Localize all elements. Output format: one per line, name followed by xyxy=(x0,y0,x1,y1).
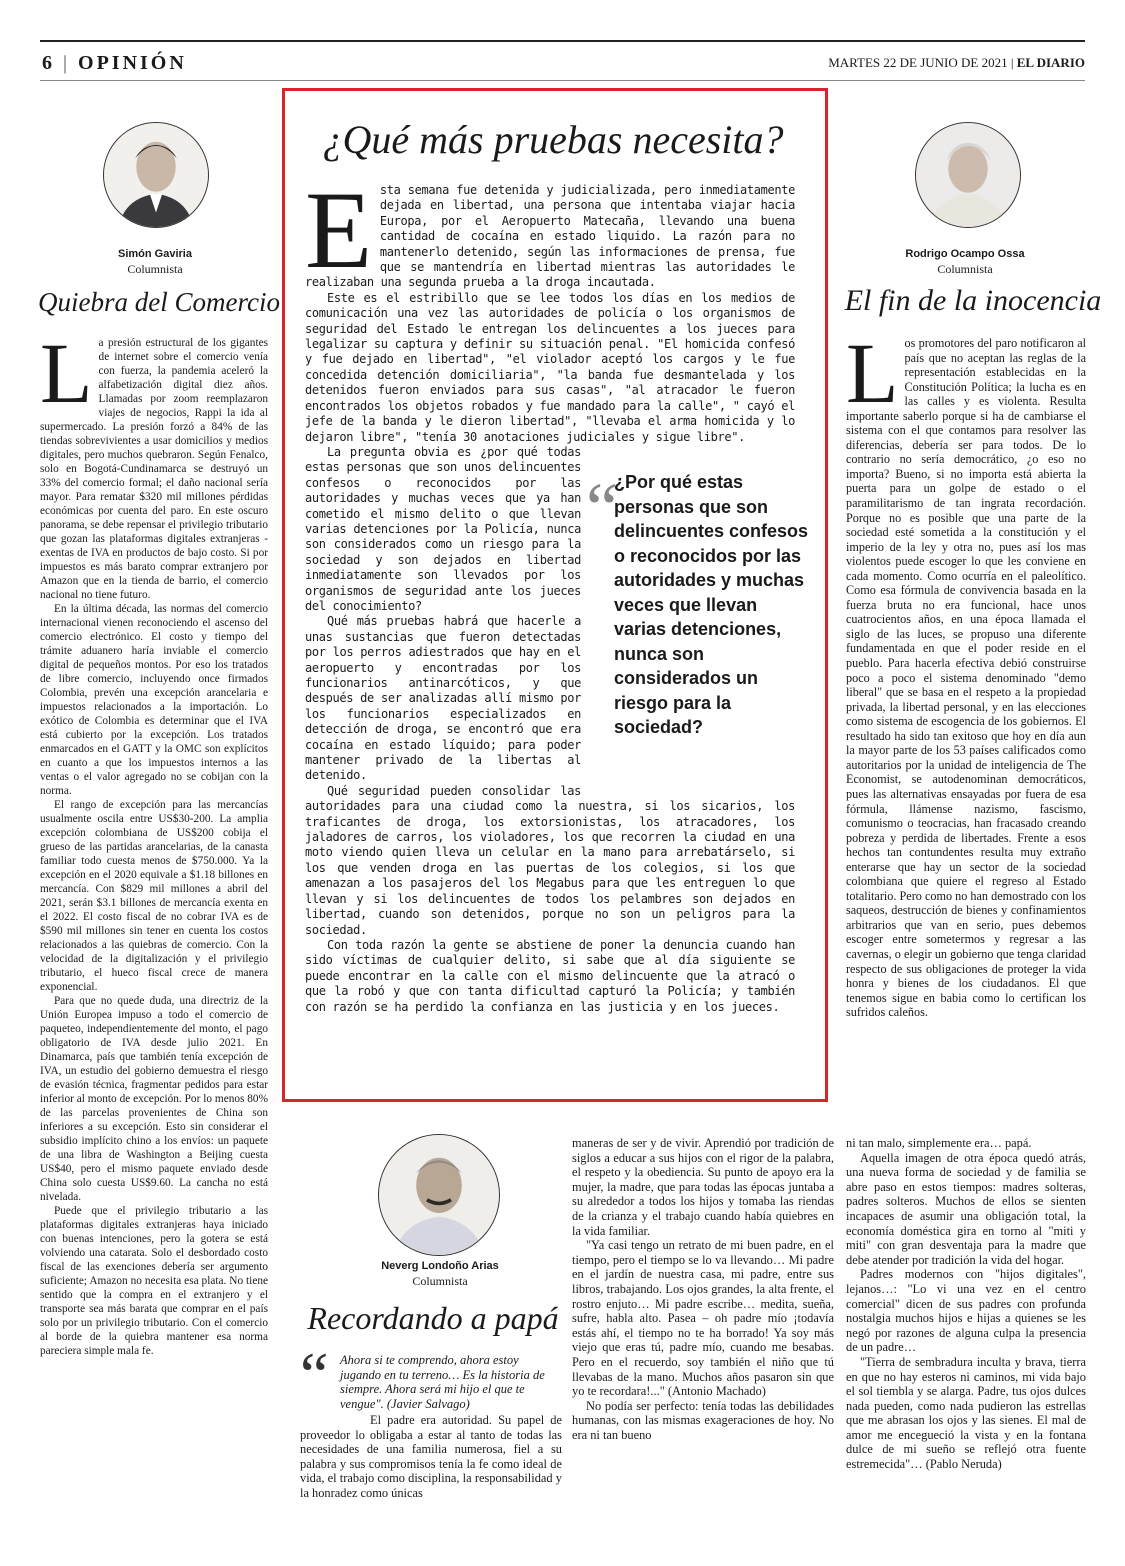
feature-title: ¿Qué más pruebas necesita? xyxy=(322,117,784,162)
article-title-bottom: Recordando a papá xyxy=(307,1300,559,1336)
column-body-right xyxy=(846,336,1086,1106)
masthead xyxy=(40,40,1085,81)
epigraph: Ahora si te comprendo, ahora estoy jugando en tu terreno… Es la historia de siempre. Ahora será mi hijo el que te vengue". (Javier Salvago) xyxy=(340,1353,545,1411)
drop-cap: E xyxy=(305,183,372,291)
author-role-bottom: Columnista xyxy=(412,1274,468,1288)
paper-name: EL DIARIO xyxy=(1016,55,1085,70)
bottom-column-2 xyxy=(572,1136,834,1546)
paragraph: "Tierra de sembradura inculta y brava, tierra en que no hay esteros ni caminos, mi vida bajo el sol tiembla y se alarga. Padre, tus ojos dulces nada pueden, como nada pudieron las estrellas que me abrasan los ojos y las sienes. El mal de amor me encegueció la vista y en la fontana dulce de mi sueño se reflejó otra fuente estremecida"… (Pablo Neruda) xyxy=(846,1354,1086,1472)
author-name-bottom: Neverg Londoño Arias xyxy=(381,1260,499,1272)
date-line: MARTES 22 DE JUNIO DE 2021 | EL DIARIO xyxy=(828,55,1085,70)
paragraph: Puede que el privilegio tributario a las plataformas digitales extranjeras haya iniciado con buenas intenciones, pero la gotera se está volviendo una catarata. Solo el desbordado costo fiscal de las exenciones debería ser argumento suficiente; Amazon no necesita esa plata. No tiene sentido que la compra en el extranjero y el transporte sea más barata que comprar en el país solo por un privilegio tributario. Con el comercio al borde de la quiebra mantener esa norma pareciera simple mala fe. xyxy=(40,1205,268,1357)
paragraph: Para que no quede duda, una directriz de la Unión Europea impuso a todo el comercio de paqueteo, independientemente del monto, el pago obligatorio de IVA desde julio 2021. En Dinamarca, país que también tenía excepción de IVA, un estudio del gobierno demuestra el riesgo de evasión técnica, fragmentar pedidos para estar inferior al monto de excepción. Por lo menos 80% de las parcelas provenientes de China son inferiores a su excepción. Esto sin considerar el subsidio implícito chino a los envíos: un paquete de una libra de Washington a Beijing cuesta US$40, pero el mismo paquete enviado desde China solo cuesta US$9.60. La cancha no está nivelada. xyxy=(40,995,268,1203)
bottom-column-1 xyxy=(300,1413,562,1543)
pull-quote: ¿Por qué estas personas que son delincuentes confesos o reconocidos por las autoridades y muchas veces que llevan varias detenciones, nunca son considerados un riesgo para la sociedad? xyxy=(614,472,809,737)
portrait-icon xyxy=(916,123,1020,227)
paragraph: ni tan malo, simplemente era… papá. xyxy=(846,1136,1032,1150)
drop-cap: L xyxy=(40,336,93,421)
publication-date: MARTES 22 DE JUNIO DE 2021 xyxy=(828,55,1008,70)
paragraph: La pregunta obvia es ¿por qué todas estas personas que son unos delincuentes confesos o reconocidos por las autoridades y muchas veces que ya han cometido el mismo delito o que llevan varias detenciones por la Policía, nunca son considerados como un riesgo para la sociedad y son dejados en libertad inmediatamente son llevados por los organismos de seguridad ante los jueces del conocimiento? xyxy=(305,444,581,613)
paragraph: Con toda razón la gente se abstiene de poner la denuncia cuando han sido víctimas de cualquier delito, si sabe que al día siguiente se puede encontrar en la calle con el mismo delincuente que la atracó o que la robó y que con tanta dificultad capturó la Policía; y también con razón se ha perdido la confianza en las justicia y en los jueces. xyxy=(305,937,795,1014)
column-body-left xyxy=(40,336,268,1536)
paragraph: En la última década, las normas del comercio internacional vienen reconociendo el ascenso del comercio electrónico. El costo y tiempo del trámite aduanero haría inviable el comercio digital de pequeños montos. Por eso los tratados de libre comercio, incluyendo once firmados Colombia, prevén una excepción arancelaria e impuestos relacionados a la importación. Lo exótico de Colombia es determinar que el IVA está cubierto por la excepción. Los tratados enmarcados en el GATT y la OMC son explícitos en cuanto a que los impuestos internos a las ventas o el valor agregado no se cobijan con la norma. xyxy=(40,603,268,797)
paragraph: Aquella imagen de otra época quedó atrás, una nueva forma de sociedad y de familia se abre paso en estos tiempos: madres solteras, padres solteros. Muchos de ellos se sienten incapaces de asumir una obligación total, la economía doméstica gira en torno al "miti y miti" con gran desventaja para la madre que debe atender por tradición la vida del hogar. xyxy=(846,1150,1086,1267)
paragraph: maneras de ser y de vivir. Aprendió por tradición de siglos a educar a sus hijos con el rigor de la palabra, el respeto y la obediencia. Su punto de apoyo era la mujer, la madre, que para todas las épocas juntaba a su alrededor a todos los hijos y tomaba las riendas de la crianza y el trabajo cuando había quiebres en la vida familiar. xyxy=(572,1136,834,1238)
column-title-right: El fin de la inocencia xyxy=(844,284,1102,317)
paragraph: Padres modernos con "hijos digitales", lejanos…: "Lo vi una vez en el centro comercial" dicen de sus padres con profunda nostalgia muchos hijos e hijas a quienes se les negó por razones de alguna culpa la presencia de un padre… xyxy=(846,1267,1086,1355)
section-name: OPINIÓN xyxy=(78,52,187,74)
column-title-left: Quiebra del Comercio xyxy=(38,287,280,317)
paragraph: "Ya casi tengo un retrato de mi buen padre, en el tiempo, pero el tiempo se lo va llevando… Mi padre en el jardín de nuestra casa, mi padre, entre sus libros, trabajando. Los ojos grandes, la alta frente, el rostro enjuto… Mi padre escribe… medita, sueña, sufre, habla alto. Pasea – oh padre mío ¡todavía estás ahí, el tiempo no te ha borrado! Ya soy más viejo que eras tú, padre mío, cuando me besabas. Pero en el recuerdo, soy también el niño que tú llevabas de la mano. Muchos años pasaron sin que yo te recordara!..." (Antonio Machado) xyxy=(572,1238,834,1399)
divider: | xyxy=(63,52,71,74)
quote-mark-icon: “ xyxy=(586,468,618,548)
author-name-left: Simón Gaviria xyxy=(118,248,192,260)
author-photo-right xyxy=(915,122,1021,228)
paragraph: El rango de excepción para las mercancías usualmente oscila entre US$30-200. La amplia excepción colombiana de US$200 cobija el grueso de las partidas arancelarias, de la canasta familiar todo cuesta menos de $750.000. Ya la excepción en el 2020 equivale a $1.18 billones en mercancía. Con $829 mil millones a abril del 2021, serán $3.1 billones de mercancía exenta en el 2022. El costo fiscal de no cobrar IVA es de $590 mil millones sin tener en cuenta los costos relacionados a las quiebras de comercio. Con la velocidad de la digitalización y el privilegio tributario, el hueco fiscal crece de manera exponencial. xyxy=(40,799,268,993)
paragraph: Los promotores del paro notificaron al país que no aceptan las reglas de la representación establecidas en la Constitución Política; la lucha es en las calles y es violenta. Resulta importante saberlo porque si ha de cambiarse el sistema con el que contamos para resolver las diferencias, debería ser para todos. De lo contrario no sería democrático, ¿o eso no importa? Bueno, si no importa está abierta la puerta para un golpe de estado o el paramilitarismo de tan ingrata recordación. Porque no es posible que una parte de la sociedad esté sometida a la constitución y el imperio de la ley y otra no, pues así los mas violentos puede escoger lo que les conviene en cada momento. Como ocurría en el paleolítico. Como esa fórmula de convivencia basada en la fuerza bruta no era funcional, hace unos cuatrocientos años, en una época llamada el siglo de las luces, se propuso una diferente fundamentada en que el poder reside en el pueblo. Para hacerla efectiva debió construirse poco a poco el sistema denominado "demo liberal" que se basa en el respeto a la propiedad privada, la libertad personal, y en las elecciones como sistema de escogencia de los gobiernos. El resultado ha sido tan exitoso que hoy en día aun la mayor parte de los 53 países calificados como autoritarios por la unidad de inteligencia de The Economist, se autodenominan democráticos, pues las alternativas ensayadas por fuera de esa fórmula, llámense nazismo, fascismo, comunismo o teocracias, han fracasado creando pobreza y perdida de libertades. Frente a esos hechos tan contundentes resulta muy extraño enterarse que hay un sector de la sociedad colombiana que quiere el regreso al Estado totalitario. Pero como no han demostrado con los saqueos, destrucción de bienes y confinamientos arbitrarios que van en serio, pues debemos escoger entre sometermos y regresar a las cavernas, o elegir un gobierno que tenga claridad respecto de sus obligaciones de proteger la vida honra y bienes de los ciudadanos. El que tenemos sigue en babia como lo certifican los sufridos caleños. xyxy=(846,336,1086,1020)
paragraph: El padre era autoridad. Su papel de proveedor lo obligaba a estar al tanto de todas las necesidades de una familia numerosa, fiel a su palabra y sus compromisos tenía la fe como ideal de vida, el trabajo como disciplina, la responsabilidad y la honradez como únicas xyxy=(300,1413,562,1500)
portrait-icon xyxy=(379,1135,499,1255)
author-role-right: Columnista xyxy=(937,262,993,276)
section-header xyxy=(42,52,187,75)
author-role-left: Columnista xyxy=(127,262,183,276)
bottom-column-3 xyxy=(846,1136,1086,1546)
author-photo-left xyxy=(103,122,209,228)
paragraph: Este es el estribillo que se lee todos los días en los medios de comunicación una vez las autoridades de policía o los organismos de seguridad del Estado le entregan los delincuentes a los jueces para legalizar su captura y definir su situación penal. "El homicida confesó y fue dejado en libertad", "el violador aceptó los cargos y le fue concedida detención domiciliaria", "la banda fue desmantelada y los detenidos fueron enviados para sus casas", "al atracador le fueron encontrados los objetos robados y fue mandado para la calle", " cayó el jefe de la banda y le dieron libertad", "llevaba el arma homicida y lo dejaron libre", "tenía 30 anotaciones judiciales y sigue libre". xyxy=(305,290,795,444)
author-name-right: Rodrigo Ocampo Ossa xyxy=(905,248,1025,260)
paragraph: Esta semana fue detenida y judicializada, pero inmediatamente dejada en libertad, una persona que intentaba viajar hacia Europa, por el Aeropuerto Matecaña, llevando una buena cantidad de cocaína en estado liquido. La razón para no mantenerlo detenido, según las informaciones de prensa, fue que se mantendría en libertad mientras las autoridades le realizaban una segunda prueba a la droga incautada. xyxy=(305,183,795,291)
portrait-icon xyxy=(104,123,208,227)
quote-mark-icon: “ xyxy=(300,1339,329,1410)
paragraph: Qué seguridad pueden consolidar las autoridades para una ciudad como la nuestra, si los sicarios, los traficantes de droga, los extorsionistas, los atracadores, los jaladores de carros, los violadores, los que recorren la ciudad en una moto viendo quien lleva un celular en la mano para arrebatárselo, si los que venden droga en las puertas de los colegios, si los que amenazan a los pasajeros del los Megabus para que les entreguen lo que llevan y si los delincuentes de todos los pelambres son dejados en libertad, cuando son detenidos, porque no son un peligros para la sociedad. xyxy=(305,783,795,937)
paragraph: No podía ser perfecto: tenía todas las debilidades humanas, con las mismas exageraciones de hoy. No era ni tan bueno xyxy=(572,1398,834,1442)
paragraph: La presión estructural de los gigantes de internet sobre el comercio venía con fuerza, la pandemia aceleró la alfabetización digital diez años. Llamadas por zoom reemplazaron viajes de negocios, Rappi la ida al supermercado. La presión forzó a 84% de las tiendas sobrevivientes a usar domicilios y medios digitales, pero muchos quebraron. Según Fenalco, solo en Bogotá-Cundinamarca se destruyó un 33% del comercio formal; el daño nacional sería mayor. Para rematar $320 mil millones pérdidas económicas por cuenta del paro. En este oscuro panorama, se debe repensar el privilegio tributario que gozan las plataformas digitales extranjeras -exentas de IVA en productos de bajo costo. Si por impuestos es más barato comprar extranjero por Amazon que en la tienda de barrio, el comercio nacional no tiene futuro. xyxy=(40,336,268,601)
author-photo-bottom xyxy=(378,1134,500,1256)
paragraph: Qué más pruebas habrá que hacerle a unas sustancias que fueron detectadas por los perros adiestrados que hay en el aeropuerto y encontradas por los funcionarios antinarcóticos, y que después de ser analizadas allí mismo por los funcionarios especializados en detección de droga, se encontró que era cocaína en estado líquido; para poder mantener privado de la libertas al detenido. xyxy=(305,614,581,783)
page-number: 6 xyxy=(42,52,55,74)
drop-cap: L xyxy=(846,336,899,421)
